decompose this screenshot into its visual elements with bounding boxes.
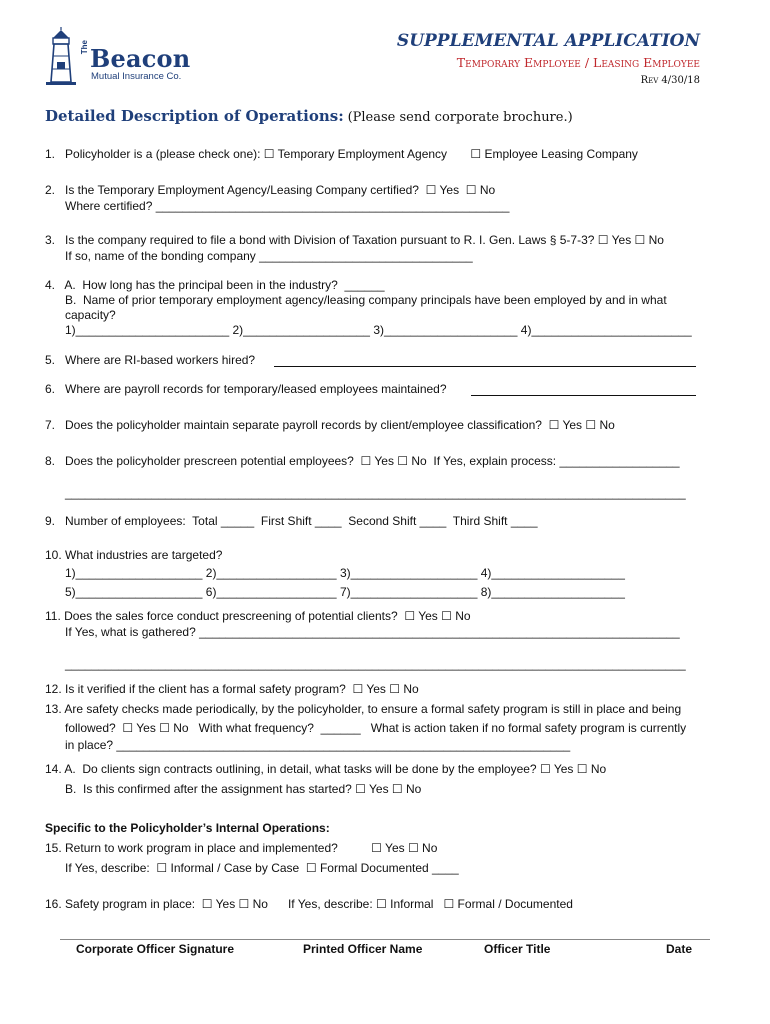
question-13-place: in place? ____________________________________________________________________ xyxy=(45,738,571,752)
question-3: 3. Is the company required to file a bond with Division of Taxation pursuant to R. I. Gen. Laws § 5-7-3? ☐ Yes ☐ No xyxy=(45,233,664,247)
question-6: 6. Where are payroll records for temporary/leased employees maintained? xyxy=(45,382,447,396)
question-9: 9. Number of employees: Total _____ First Shift ____ Second Shift ____ Third Shift ____ xyxy=(45,514,538,528)
logo-the: The xyxy=(80,40,89,55)
question-14b: B. Is this confirmed after the assignment has started? ☐ Yes ☐ No xyxy=(45,782,422,796)
question-10-row-1: 1)___________________ 2)__________________ 3)___________________ 4)____________________ xyxy=(45,566,625,580)
question-11: 11. Does the sales force conduct prescreening of potential clients? ☐ Yes ☐ No xyxy=(45,609,471,623)
question-16: 16. Safety program in place: ☐ Yes ☐ No If Yes, describe: ☐ Informal ☐ Formal / Documented xyxy=(45,897,573,911)
question-6-answer-line[interactable] xyxy=(471,395,696,396)
lighthouse-icon xyxy=(44,26,78,86)
question-11-gathered: If Yes, what is gathered? ________________________________________________________________________ xyxy=(45,625,680,639)
internal-operations-heading: Specific to the Policyholder’s Internal Operations: xyxy=(45,821,330,835)
question-4a: 4. A. How long has the principal been in the industry? ______ xyxy=(45,278,385,292)
question-13-cont: followed? ☐ Yes ☐ No With what frequency? ______ What is action taken if no formal safety program is currently xyxy=(45,721,687,735)
section-heading xyxy=(45,107,573,125)
question-10-row-2: 5)___________________ 6)__________________ 7)___________________ 8)____________________ xyxy=(45,585,625,599)
question-2: 2. Is the Temporary Employment Agency/Leasing Company certified? ☐ Yes ☐ No xyxy=(45,183,496,197)
section-heading-title: Detailed Description of Operations: xyxy=(45,107,344,125)
revision-date: Rev 4/30/18 xyxy=(640,75,700,86)
question-5-answer-line[interactable] xyxy=(274,366,696,367)
logo-subtitle: Mutual Insurance Co. xyxy=(91,71,182,82)
question-11-cont: _____________________________________________________________________________________________ xyxy=(45,657,686,671)
beacon-logo xyxy=(44,26,194,86)
signature-line[interactable] xyxy=(60,939,710,940)
form-title: SUPPLEMENTAL APPLICATION xyxy=(396,31,700,51)
question-12: 12. Is it verified if the client has a formal safety program? ☐ Yes ☐ No xyxy=(45,682,419,696)
form-subtitle: Temporary Employee / Leasing Employee xyxy=(456,55,700,70)
question-1: 1. Policyholder is a (please check one): ☐ Temporary Employment Agency ☐ Employee Leasing Company xyxy=(45,147,638,161)
question-4b-cont: capacity? xyxy=(45,308,116,322)
question-5: 5. Where are RI-based workers hired? xyxy=(45,353,256,367)
printed-officer-name-label: Printed Officer Name xyxy=(303,942,423,956)
question-4b-blanks: 1)_______________________ 2)___________________ 3)____________________ 4)________________________ xyxy=(45,323,692,337)
question-8-cont: _____________________________________________________________________________________________ xyxy=(45,486,686,500)
logo-name: Beacon xyxy=(90,44,191,73)
corporate-officer-signature-label: Corporate Officer Signature xyxy=(76,942,235,956)
question-15: 15. Return to work program in place and implemented? ☐ Yes ☐ No xyxy=(45,841,438,855)
officer-title-label: Officer Title xyxy=(484,942,551,956)
question-10: 10. What industries are targeted? xyxy=(45,548,223,562)
date-label: Date xyxy=(666,942,693,956)
section-heading-note: (Please send corporate brochure.) xyxy=(347,110,573,125)
question-3-bond: If so, name of the bonding company ________________________________ xyxy=(45,249,473,263)
question-2-where: Where certified? _____________________________________________________ xyxy=(45,199,510,213)
question-15-describe: If Yes, describe: ☐ Informal / Case by Case ☐ Formal Documented ____ xyxy=(45,861,459,875)
question-7: 7. Does the policyholder maintain separate payroll records by client/employee classification? ☐ Yes ☐ No xyxy=(45,418,615,432)
question-4b: B. Name of prior temporary employment agency/leasing company principals have been employed by and in what xyxy=(45,293,667,307)
question-14a: 14. A. Do clients sign contracts outlining, in detail, what tasks will be done by the employee? ☐ Yes ☐ No xyxy=(45,762,607,776)
question-13: 13. Are safety checks made periodically, by the policyholder, to ensure a formal safety program is still in place and being xyxy=(45,702,682,716)
question-8: 8. Does the policyholder prescreen potential employees? ☐ Yes ☐ No If Yes, explain process: __________________ xyxy=(45,454,680,468)
